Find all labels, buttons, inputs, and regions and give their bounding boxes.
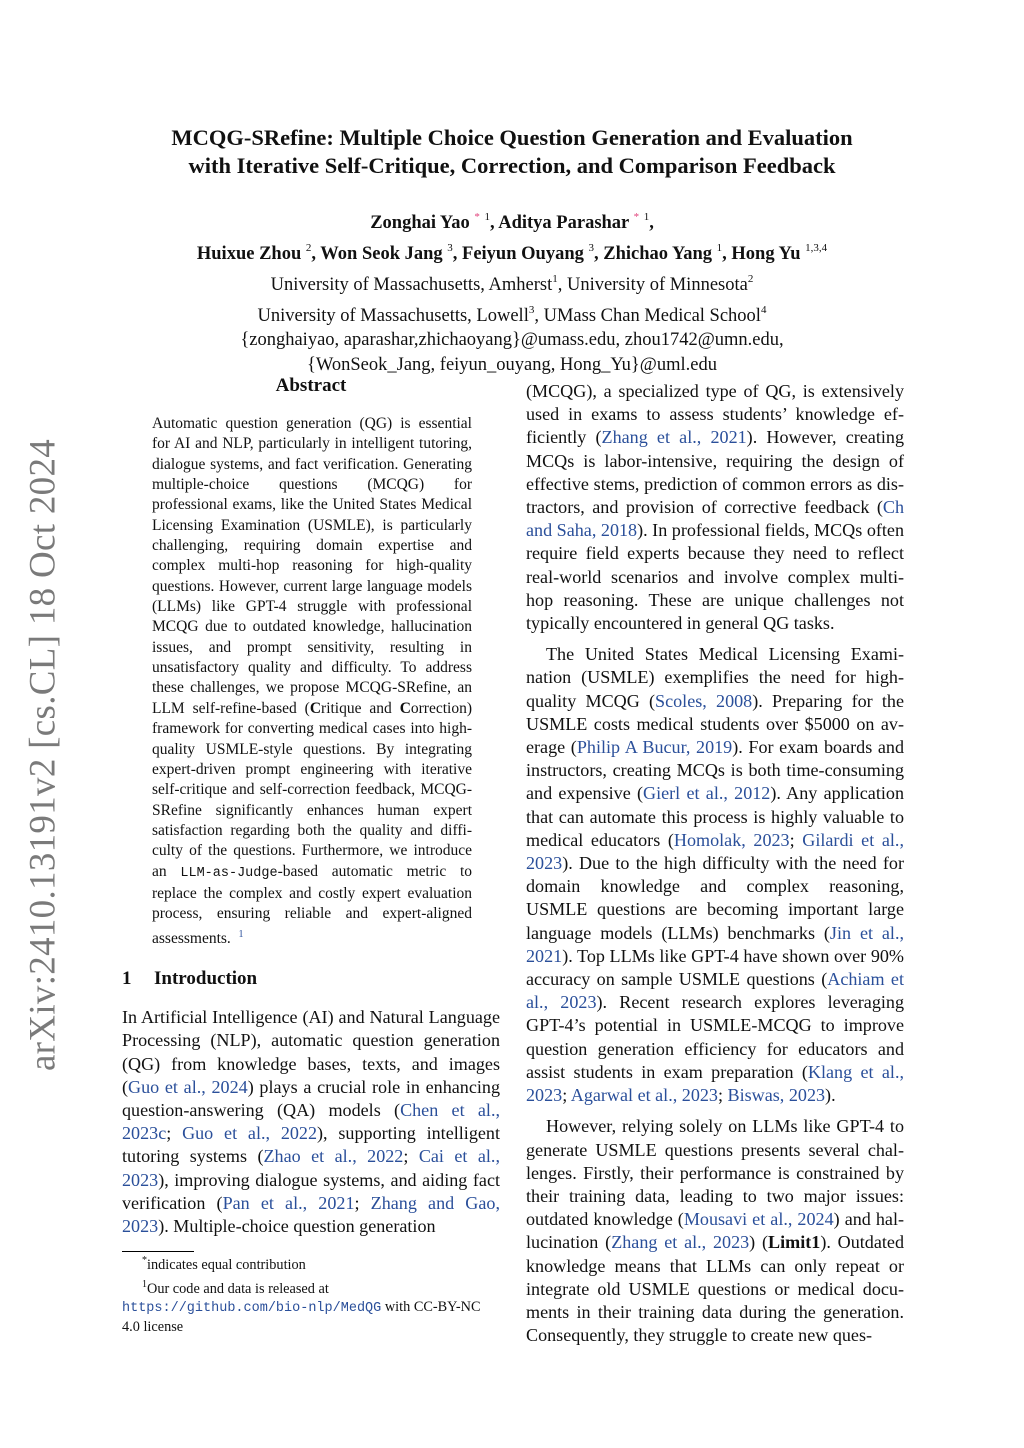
right-column <box>526 380 904 1347</box>
affiliation-list <box>100 267 924 377</box>
affiliation-mark: 1,3,4 <box>805 242 828 254</box>
citation-link[interactable]: Agarwal et al., 2023 <box>570 1085 718 1106</box>
author-name: Aditya Parashar <box>498 213 629 233</box>
title-line-1: MCQG-SRefine: Multiple Choice Question Generation and Evaluation <box>171 125 853 150</box>
citation-link[interactable]: Mousavi et al., 2024 <box>683 1209 834 1230</box>
body-paragraph <box>526 1115 904 1347</box>
citation-link[interactable]: Biswas, 2023 <box>727 1085 826 1106</box>
affiliation: University of Massachusetts, Amherst <box>270 275 553 295</box>
affiliation-mark: 4 <box>760 303 767 316</box>
abstract-bold: C <box>399 699 411 717</box>
paper-header <box>100 124 924 377</box>
text: ). However, creating MCQs is labor-intensive, requiring the design of effective stems, prediction of common errors as distractors, and provision of corrective feedback ( <box>526 427 904 518</box>
body-paragraph <box>122 1006 500 1238</box>
text: ; <box>354 1192 371 1213</box>
text: ). Top LLMs like GPT-4 have shown over 90% accuracy on sample USMLE questions ( <box>526 945 904 990</box>
text: ) ( <box>749 1232 769 1253</box>
text: ; <box>789 829 803 850</box>
affiliation-mark: 1 <box>484 211 490 223</box>
text: ), supporting intelligent tutoring systems ( <box>122 1123 500 1167</box>
footnote-text: with CC-BY-NC 4.0 license <box>122 1298 481 1335</box>
text: ). In professional fields, MCQs often require field experts because they need to reflect real-world scenarios and involve complex multi-hop reasoning. These are unique challenges not typically encountered in general QG tasks. <box>526 520 904 634</box>
text: ). Any application that can automate this process is highly valuable to medical educators ( <box>526 783 904 850</box>
separator: , <box>534 305 544 326</box>
text: ). Due to the high difficulty with the need for domain knowledge and complex reasoning, USMLE questions are becoming important large language models (LLMs) benchmarks ( <box>526 853 904 943</box>
author-name: Hong Yu <box>731 244 801 264</box>
separator: , <box>452 244 463 264</box>
paper-title <box>100 124 924 180</box>
email-list: {zonghaiyao, aparashar,zhichaoyang}@umass.edu, zhou1742@umn.edu, <box>240 330 784 350</box>
citation-link[interactable]: Guo et al., 2022 <box>182 1123 318 1144</box>
body-paragraph <box>526 380 904 635</box>
repository-link[interactable]: https://github.com/bio-nlp/MedQG <box>122 1300 382 1316</box>
text: ) plays a crucial role in enhancing question-answering (QA) models ( <box>122 1076 500 1120</box>
separator: , <box>557 275 567 295</box>
citation-link[interactable]: Guo et al., 2024 <box>128 1076 248 1097</box>
footnote-text: Our code and data is released at <box>147 1280 329 1297</box>
left-column <box>122 375 500 1336</box>
citation-link[interactable]: Ch and Saha, 2018 <box>526 497 904 541</box>
affiliation-mark: 1 <box>643 211 650 223</box>
separator: , <box>722 244 732 264</box>
text: ; <box>403 1146 419 1167</box>
citation-link[interactable]: Chen et al., 2023c <box>122 1099 501 1144</box>
separator: , <box>593 244 604 264</box>
section-number: 1 <box>122 968 132 990</box>
author-list: Zonghai Yao * $^1$, Aditya Parashar * $^1$, Huixue Zhou $^2$, Won Seok Jang $^3$, Feiyun Ouyang $^3$, Zhichao Yang $^1$, Hong Yu $^{1,3,4}$ <box>196 211 828 264</box>
affiliation-mark: 2 <box>747 273 754 285</box>
footnote <box>122 1252 500 1274</box>
affiliation-mark: 2 <box>305 242 312 254</box>
text: ; <box>166 1123 183 1144</box>
text: The United States Medical Licensing Examination (USMLE) exemplifies the need for high-quality MCQG ( <box>526 644 904 711</box>
footnote-text: indicates equal contribution <box>147 1256 306 1273</box>
citation-link[interactable]: Pan et al., 2021 <box>222 1192 355 1213</box>
text: ). Recent research explores leveraging GPT-4’s potential in USMLE-MCQG to improve question generation efficiency for educators and assist students in exam preparation ( <box>526 992 904 1082</box>
citation-link[interactable]: Zhang et al., 2023 <box>611 1232 750 1253</box>
citation-link[interactable]: Gilardi et al., 2023 <box>526 829 904 874</box>
affiliation-mark: 3 <box>528 303 535 316</box>
text: In Artificial Intelligence (AI) and Natural Language Processing (NLP), automatic question generation (QG) from knowledge bases, texts, and images ( <box>122 1007 500 1097</box>
citation-link[interactable]: Zhang et al., 2021 <box>601 427 747 448</box>
section-title: Introduction <box>154 968 258 990</box>
text: ). <box>825 1085 836 1106</box>
arxiv-identifier <box>0 438 86 1072</box>
email-list: {WonSeok_Jang, feiyun_ouyang, Hong_Yu}@uml.edu <box>307 354 717 375</box>
citation-link[interactable]: Achiam et al., 2023 <box>526 969 904 1013</box>
limitation-label: Limit1 <box>768 1232 821 1253</box>
footnote-mark[interactable]: 1 <box>238 928 244 940</box>
abstract-heading: Abstract <box>275 375 347 396</box>
footnote-mark: 1 <box>142 1278 147 1290</box>
citation-link[interactable]: Scoles, 2008 <box>655 690 753 711</box>
text: ). For exam boards and instructors, creating MCQs is both time-consuming and expensive ( <box>526 737 904 804</box>
affiliation-mark: 1 <box>552 273 558 285</box>
text: (MCQG), a specialized type of QG, is extensively used in exams to assess students’ knowledge efficiently ( <box>526 381 904 448</box>
affiliation: University of Minnesota <box>566 275 748 295</box>
abstract-span: -based automatic metric to replace the complex and costly expert evaluation process, ensuring reliable and expert-aligned assessments. <box>152 862 472 947</box>
citation-link[interactable]: Klang et al., 2023 <box>526 1061 904 1106</box>
abstract-span: orrection) framework for converting medical cases into high-quality USMLE-style questions. By integrating expert-driven prompt engineering with iterative self-critique and self-correction feedback, MCQG-SRefine significantly enhances human expert satisfaction regarding both the quality and difficulty of the questions. Furthermore, we introduce an <box>152 699 472 880</box>
text: ). Preparing for the USMLE costs medical students over $5000 on average ( <box>526 690 904 758</box>
text: ), improving dialogue systems, and aiding fact verification ( <box>122 1169 500 1213</box>
body-paragraph <box>526 643 904 1107</box>
separator: , <box>311 244 321 264</box>
title-line-2: with Iterative Self-Critique, Correction, and Comparison Feedback <box>188 153 836 178</box>
abstract-span: ritique and <box>321 699 400 717</box>
citation-link[interactable]: Zhao et al., 2022 <box>263 1146 404 1167</box>
affiliation-mark: 3 <box>447 242 453 254</box>
arxiv-id-text: arXiv:2410.13191v2 [cs.CL] 18 Oct 2024 <box>22 438 64 1072</box>
citation-link[interactable]: Jin et al., 2021 <box>526 922 905 966</box>
citation-link[interactable]: Gierl et al., 2012 <box>643 783 771 804</box>
affiliation: University of Massachusetts, Lowell <box>257 305 529 326</box>
footnote <box>122 1276 500 1336</box>
affiliation-mark: 3 <box>588 242 594 254</box>
text: ). Multiple-choice question generation <box>158 1215 436 1236</box>
abstract-span: Automatic question generation (QG) is essential for AI and NLP, particularly in intelligent tutoring, dialogue systems, and fact verification. Generating multiple-choice questions (MCQG) for professional exams, like the United States Medical Licensing Examination (USMLE), is particularly challenging, requiring domain expertise and complex multi-hop reasoning for high-quality questions. However, current large language models (LLMs) like GPT-4 struggle with professional MCQG due to outdated knowledge, hallucination issues, and prompt sensitivity, resulting in unsatisfactory quality and difficulty. To address these challenges, we propose MCQG-SRefine, an LLM self-refine-based ( <box>152 415 472 717</box>
separator: , <box>490 213 499 233</box>
citation-link[interactable]: Zhang and Gao, 2023 <box>122 1192 500 1236</box>
citation-link[interactable]: Cai et al., 2023 <box>122 1146 500 1190</box>
abstract-text <box>152 414 472 949</box>
affiliation-mark: 1 <box>716 242 723 254</box>
text: However, relying solely on LLMs like GPT-4 to generate USMLE questions presents several challenges. Firstly, their performance is constrained by their training data, leading to two major issues: outdated knowledge ( <box>526 1116 904 1230</box>
author-name: Won Seok Jang <box>320 244 443 264</box>
footnote-mark: * <box>142 1255 147 1267</box>
abstract-bold: C <box>309 699 322 717</box>
text: ; <box>717 1085 728 1106</box>
text: ). Outdated knowledge means that LLMs can only repeat or integrate old USMLE questions or medical documents in their training data during the generation. Consequently, they struggle to create new ques- <box>526 1232 904 1346</box>
author-name: Huixue Zhou <box>196 244 302 264</box>
text: ) and hallucination ( <box>526 1209 904 1253</box>
author-name: Zhichao Yang <box>603 244 713 264</box>
equal-contribution-mark[interactable]: * <box>633 211 640 223</box>
citation-link[interactable]: Philip A Bucur, 2019 <box>576 737 733 758</box>
code-term: LLM-as-Judge <box>180 865 278 881</box>
author-name: Zonghai Yao <box>370 213 470 233</box>
author-name: Feiyun Ouyang <box>462 244 584 264</box>
equal-contribution-mark[interactable]: * <box>474 211 480 223</box>
section-heading <box>122 968 500 990</box>
citation-link[interactable]: Homolak, 2023 <box>673 829 790 850</box>
text: ; <box>562 1085 571 1106</box>
affiliation: UMass Chan Medical School <box>543 305 761 326</box>
